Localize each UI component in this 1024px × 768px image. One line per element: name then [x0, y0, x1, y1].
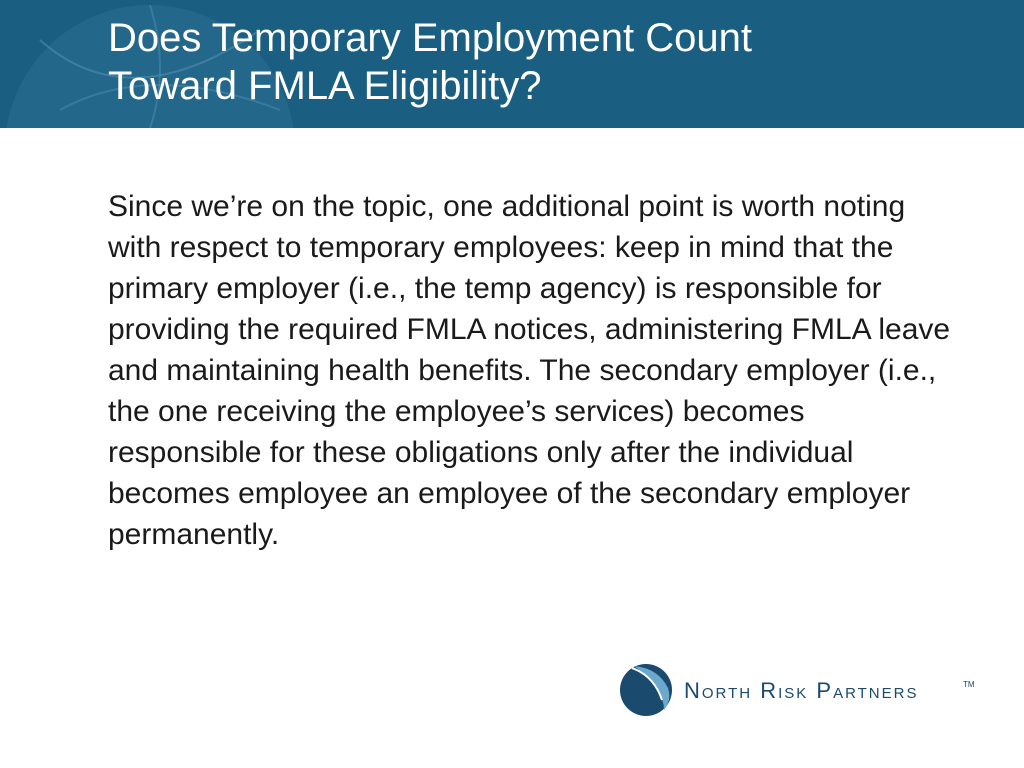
slide-body-text: Since we’re on the topic, one additional point is worth noting with respect to temporary employees: keep in mind that the primary employer (i.e., the temp agency) is responsible for providing the required FMLA notices, administering FMLA leave and maintaining health benefits. The secondary employer (i.e., the one receiving the employee’s services) becomes responsible for these obligations only after the individual becomes employee an employee of the secondary employer permanently. — [108, 190, 951, 551]
logo-company-name: North Risk Partners — [684, 678, 919, 703]
north-risk-partners-logo-icon — [618, 660, 674, 716]
logo-trademark: TM — [963, 680, 975, 689]
slide-header — [0, 0, 1024, 128]
slide-title-line-2: Toward FMLA Eligibility? — [108, 64, 542, 108]
company-logo — [618, 660, 988, 722]
slide-title — [108, 14, 968, 110]
slide-title-line-1: Does Temporary Employment Count — [108, 16, 752, 60]
